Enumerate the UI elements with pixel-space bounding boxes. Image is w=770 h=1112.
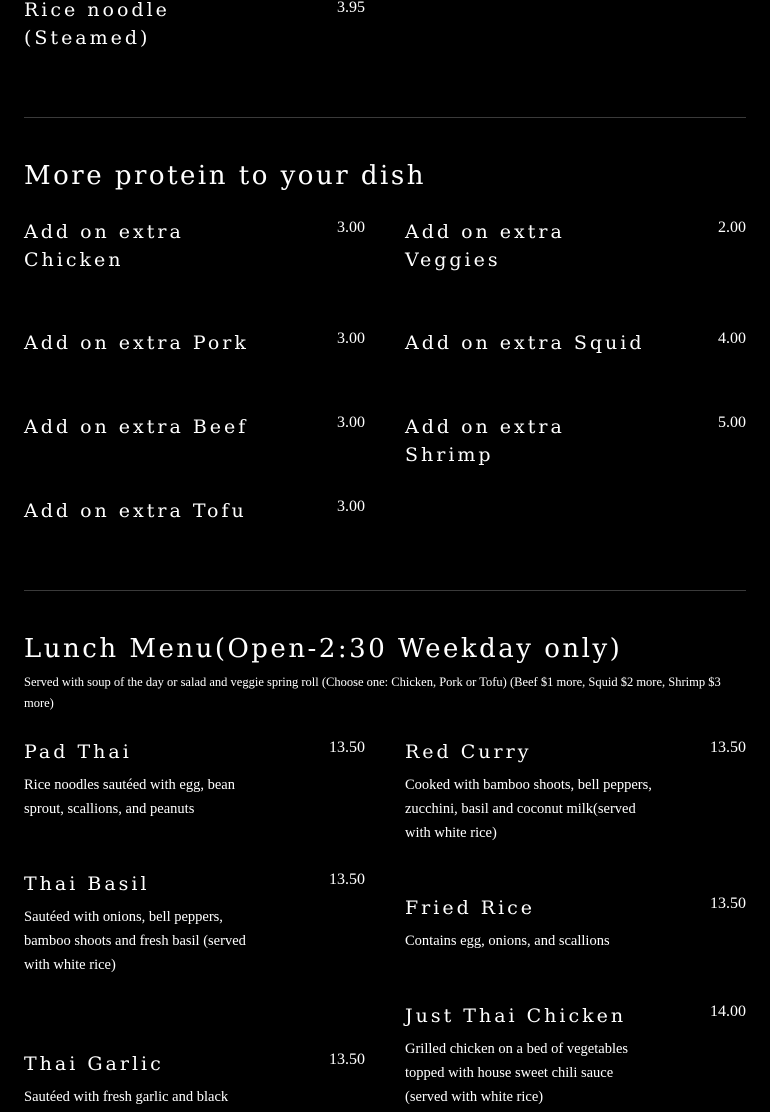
- menu-item-name: Add on extra Beef: [24, 416, 249, 438]
- menu-item-price: 3.95: [337, 0, 365, 16]
- menu-item-price: 3.00: [337, 330, 365, 347]
- section-title: More protein to your dish: [24, 161, 426, 191]
- menu-item-name: Add on extra Squid: [405, 332, 645, 354]
- menu-item-price: 13.50: [329, 739, 365, 756]
- menu-item-price: 14.00: [710, 1003, 746, 1020]
- menu-item-price: 13.50: [710, 895, 746, 912]
- menu-item-price: 13.50: [710, 739, 746, 756]
- menu-item-price: 4.00: [718, 330, 746, 347]
- menu-item-price: 13.50: [329, 871, 365, 888]
- menu-item-price: 3.00: [337, 498, 365, 515]
- menu-item-description: Contains egg, onions, and scallions: [405, 933, 610, 949]
- section-title: Lunch Menu(Open-2:30 Weekday only): [24, 634, 623, 664]
- menu-item-description: Rice noodles sautéed with egg, bean sprout, scallions, and peanuts: [24, 777, 235, 817]
- menu-item-name: Just Thai Chicken: [405, 1005, 627, 1027]
- menu-item-name: Add on extra Shrimp: [405, 416, 565, 466]
- menu-item-name: Red Curry: [405, 741, 532, 763]
- section-subtitle: Served with soup of the day or salad and veggie spring roll (Choose one: Chicken, Pork or Tofu) (Beef $1 more, Squid $2 more, Shrimp $3 more): [24, 675, 721, 710]
- menu-item-price: 5.00: [718, 414, 746, 431]
- menu-item-description: Cooked with bamboo shoots, bell peppers, zucchini, basil and coconut milk(served with white rice): [405, 777, 652, 841]
- section-divider: [24, 590, 746, 591]
- menu-item-name: Add on extra Veggies: [405, 221, 565, 271]
- menu-item-name: Pad Thai: [24, 741, 132, 763]
- menu-item-price: 3.00: [337, 414, 365, 431]
- menu-item-price: 2.00: [718, 219, 746, 236]
- menu-item-price: 3.00: [337, 219, 365, 236]
- menu-item-description: Sautéed with onions, bell peppers, bamboo shoots and fresh basil (served with white rice): [24, 909, 246, 973]
- menu-item-name: Thai Garlic: [24, 1053, 164, 1075]
- menu-item-name: Fried Rice: [405, 897, 536, 919]
- menu-item-name: Add on extra Chicken: [24, 221, 184, 271]
- menu-item-description: Sautéed with fresh garlic and black: [24, 1089, 229, 1105]
- menu-item-name: Add on extra Pork: [24, 332, 249, 354]
- menu-item-price: 13.50: [329, 1051, 365, 1068]
- menu-item-name: Add on extra Tofu: [24, 500, 247, 522]
- menu-item-name: Thai Basil: [24, 873, 150, 895]
- section-divider: [24, 117, 746, 118]
- menu-item-description: Grilled chicken on a bed of vegetables topped with house sweet chili sauce (served with white rice): [405, 1041, 629, 1105]
- menu-item-name: Rice noodle (Steamed): [24, 0, 170, 49]
